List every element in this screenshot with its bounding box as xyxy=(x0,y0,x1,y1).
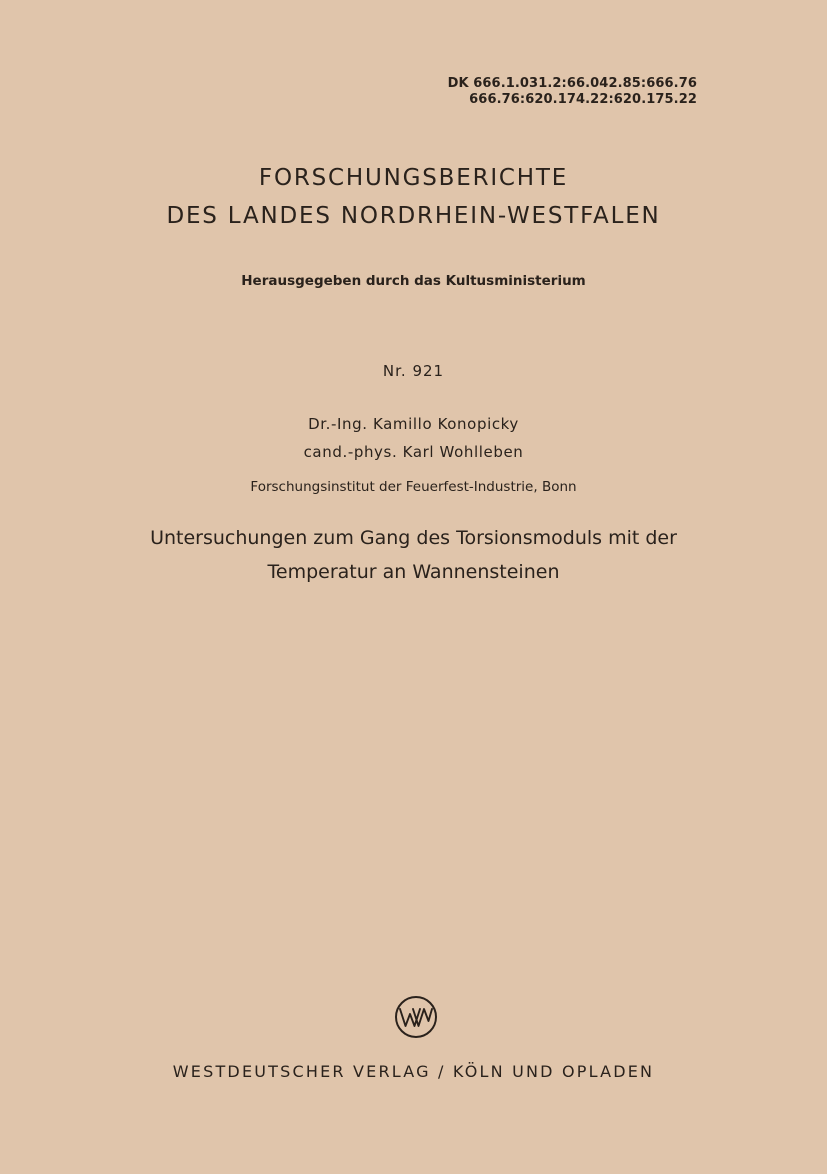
publisher-name: WESTDEUTSCHER VERLAG / KÖLN UND OPLADEN xyxy=(172,1062,655,1081)
classification-line-2: 666.76:620.174.22:620.175.22 xyxy=(469,92,697,107)
author-1: Dr.-Ing. Kamillo Konopicky xyxy=(308,415,519,433)
publisher-logo-icon xyxy=(394,995,438,1039)
series-title-line-2: DES LANDES NORDRHEIN-WESTFALEN xyxy=(166,203,661,229)
institute: Forschungsinstitut der Feuerfest-Industrie, Bonn xyxy=(250,479,577,495)
volume-number: Nr. 921 xyxy=(382,362,445,380)
classification-code xyxy=(448,76,697,108)
book-title-line-2: Temperatur an Wannensteinen xyxy=(267,561,560,583)
series-title-line-1: FORSCHUNGSBERICHTE xyxy=(258,165,569,191)
book-title-line-1: Untersuchungen zum Gang des Torsionsmoduls mit der xyxy=(150,527,677,549)
author-2: cand.-phys. Karl Wohlleben xyxy=(303,443,524,461)
classification-line-1: DK 666.1.031.2:66.042.85:666.76 xyxy=(447,76,697,91)
editor-line: Herausgegeben durch das Kultusministerium xyxy=(241,273,586,289)
